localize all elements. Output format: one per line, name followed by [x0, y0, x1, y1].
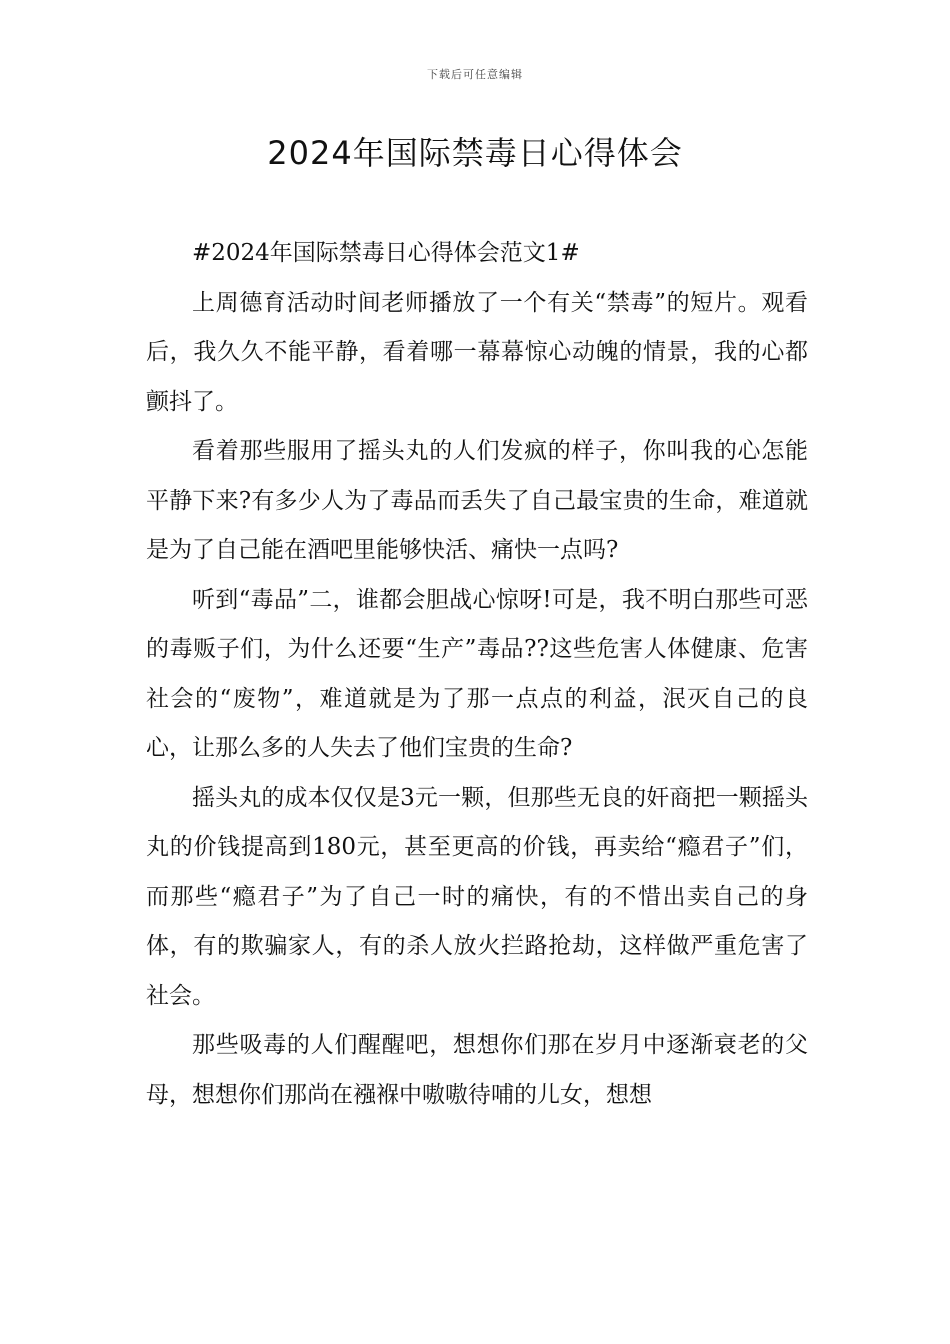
document-title: 2024年国际禁毒日心得体会	[267, 134, 683, 172]
section-heading: #2024年国际禁毒日心得体会范文1#	[192, 240, 580, 266]
paragraph: 上周德育活动时间老师播放了一个有关“禁毒”的短片。观看后，我久久不能平静，看着哪一幕幕惊心动魄的情景，我的心都颤抖了。	[146, 289, 808, 415]
document-body	[146, 229, 808, 1120]
paragraph: 听到“毒品”二，谁都会胆战心惊呀!可是，我不明白那些可恶的毒贩子们，为什么还要“生产”毒品??这些危害人体健康、危害社会的“废物”，难道就是为了那一点点的利益，泯灭自己的良心，让那么多的人失去了他们宝贵的生命?	[146, 586, 808, 761]
paragraph: 摇头丸的成本仅仅是3元一颗，但那些无良的奸商把一颗摇头丸的价钱提高到180元，甚至更高的价钱，再卖给“瘾君子”们，而那些“瘾君子”为了自己一时的痛快，有的不惜出卖自己的身体，有的欺骗家人，有的杀人放火拦路抢劫，这样做严重危害了社会。	[146, 784, 808, 1009]
header-note: 下载后可任意编辑	[427, 68, 523, 81]
paragraph: 那些吸毒的人们醒醒吧，想想你们那在岁月中逐渐衰老的父母，想想你们那尚在襁褓中嗷嗷待哺的儿女，想想	[146, 1032, 808, 1108]
paragraph: 看着那些服用了摇头丸的人们发疯的样子，你叫我的心怎能平静下来?有多少人为了毒品而丢失了自己最宝贵的生命，难道就是为了自己能在酒吧里能够快活、痛快一点吗?	[146, 438, 808, 563]
